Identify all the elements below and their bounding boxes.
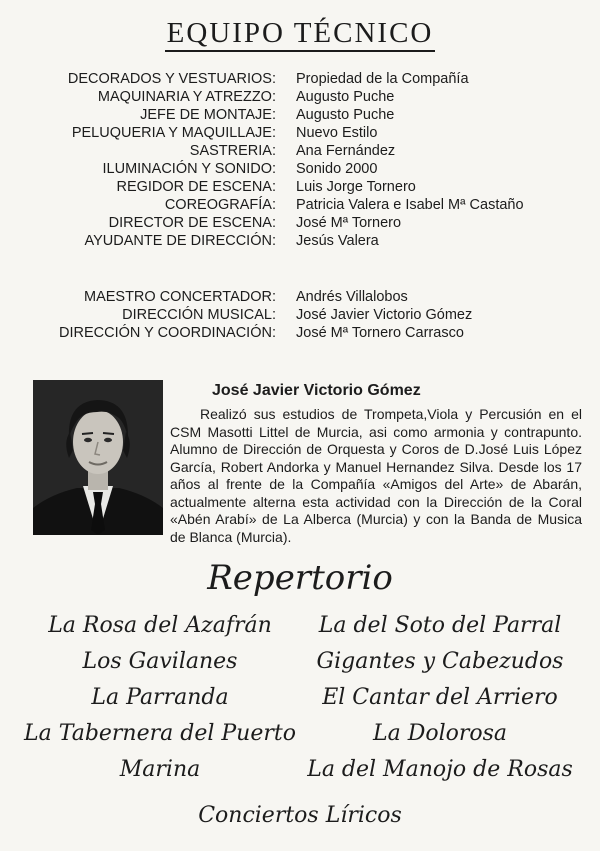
crew-name: Nuevo Estilo: [296, 125, 378, 141]
crew-role: DIRECCIÓN MUSICAL:: [122, 307, 276, 323]
crew-name: Luis Jorge Tornero: [296, 179, 416, 195]
repertoire-item: Los Gavilanes: [82, 649, 238, 674]
repertoire-item: Gigantes y Cabezudos: [316, 649, 564, 674]
crew-name: José Mª Tornero Carrasco: [296, 325, 464, 341]
crew-name: Andrés Villalobos: [296, 289, 408, 305]
repertoire-item: La del Manojo de Rosas: [307, 757, 573, 782]
repertoire-item: La del Soto del Parral: [318, 613, 562, 638]
crew-name: José Mª Tornero: [296, 215, 402, 231]
crew-row: [0, 324, 600, 342]
crew-name: Sonido 2000: [296, 161, 378, 177]
portrait-illustration: [33, 380, 163, 535]
repertoire-title: Repertorio: [207, 558, 393, 598]
crew-name: José Javier Victorio Gómez: [296, 307, 473, 323]
crew-row: [0, 160, 600, 178]
crew-role: SASTRERIA:: [189, 143, 276, 159]
crew-row: [0, 288, 600, 306]
repertoire-item: La Dolorosa: [372, 721, 508, 746]
crew-row: [0, 306, 600, 324]
crew-role: MAESTRO CONCERTADOR:: [83, 289, 276, 305]
repertoire-item-concerts: Conciertos Líricos: [198, 803, 402, 828]
crew-role: COREOGRAFÍA:: [164, 197, 276, 213]
crew-row: [0, 232, 600, 250]
crew-row: [0, 88, 600, 106]
crew-row: [0, 142, 600, 160]
crew-row: [0, 178, 600, 196]
crew-name: Propiedad de la Compañía: [296, 71, 469, 87]
crew-role: JEFE DE MONTAJE:: [140, 107, 276, 123]
crew-name: Augusto Puche: [296, 89, 395, 105]
crew-row: [0, 70, 600, 88]
crew-list-technical: [0, 70, 600, 250]
repertoire-item: Marina: [119, 757, 201, 782]
repertoire-item: La Parranda: [91, 685, 229, 710]
crew-role: PELUQUERIA Y MAQUILLAJE:: [71, 125, 276, 141]
crew-row: [0, 124, 600, 142]
crew-name: Augusto Puche: [296, 107, 395, 123]
crew-name: Jesús Valera: [296, 233, 379, 249]
crew-name: Patricia Valera e Isabel Mª Castaño: [296, 197, 524, 213]
page-title-text: EQUIPO TÉCNICO: [165, 16, 436, 52]
bio-name: José Javier Victorio Gómez: [212, 382, 421, 399]
crew-role: DIRECTOR DE ESCENA:: [108, 215, 276, 231]
crew-role: REGIDOR DE ESCENA:: [116, 179, 276, 195]
crew-role: ILUMINACIÓN Y SONIDO:: [102, 161, 276, 177]
crew-role: MAQUINARIA Y ATREZZO:: [97, 89, 276, 105]
repertoire-list: [20, 612, 580, 784]
crew-name: Ana Fernández: [296, 143, 396, 159]
repertoire-item: La Rosa del Azafrán: [48, 613, 272, 638]
crew-role: AYUDANTE DE DIRECCIÓN:: [84, 233, 276, 249]
crew-row: [0, 196, 600, 214]
page-title: [0, 16, 600, 52]
crew-row: [0, 106, 600, 124]
crew-row: [0, 214, 600, 232]
crew-role: DIRECCIÓN Y COORDINACIÓN:: [59, 325, 276, 341]
crew-list-musical: [0, 288, 600, 342]
repertoire-item: La Tabernera del Puerto: [24, 721, 296, 746]
portrait-photo: [33, 380, 163, 535]
bio-text: Realizó sus estudios de Trompeta,Viola y Percusión en el CSM Masotti Littel de Murcia, asi como armonia y contrapunto. Alumno de Dirección de Orquesta y Coros de D.José Luis López García, Robert Andorka y Manuel Hernandez Silva. Desde los 17 años al frente de la Compañía «Amigos del Arte» de Abarán, actualmente alterna esta actividad con la Dirección de la Coral «Abén Arabí» de La Alberca (Murcia) y con la Banda de Musica de Blanca (Murcia).: [170, 406, 582, 545]
crew-role: DECORADOS Y VESTUARIOS:: [67, 71, 276, 87]
repertoire-item: El Cantar del Arriero: [322, 685, 558, 710]
